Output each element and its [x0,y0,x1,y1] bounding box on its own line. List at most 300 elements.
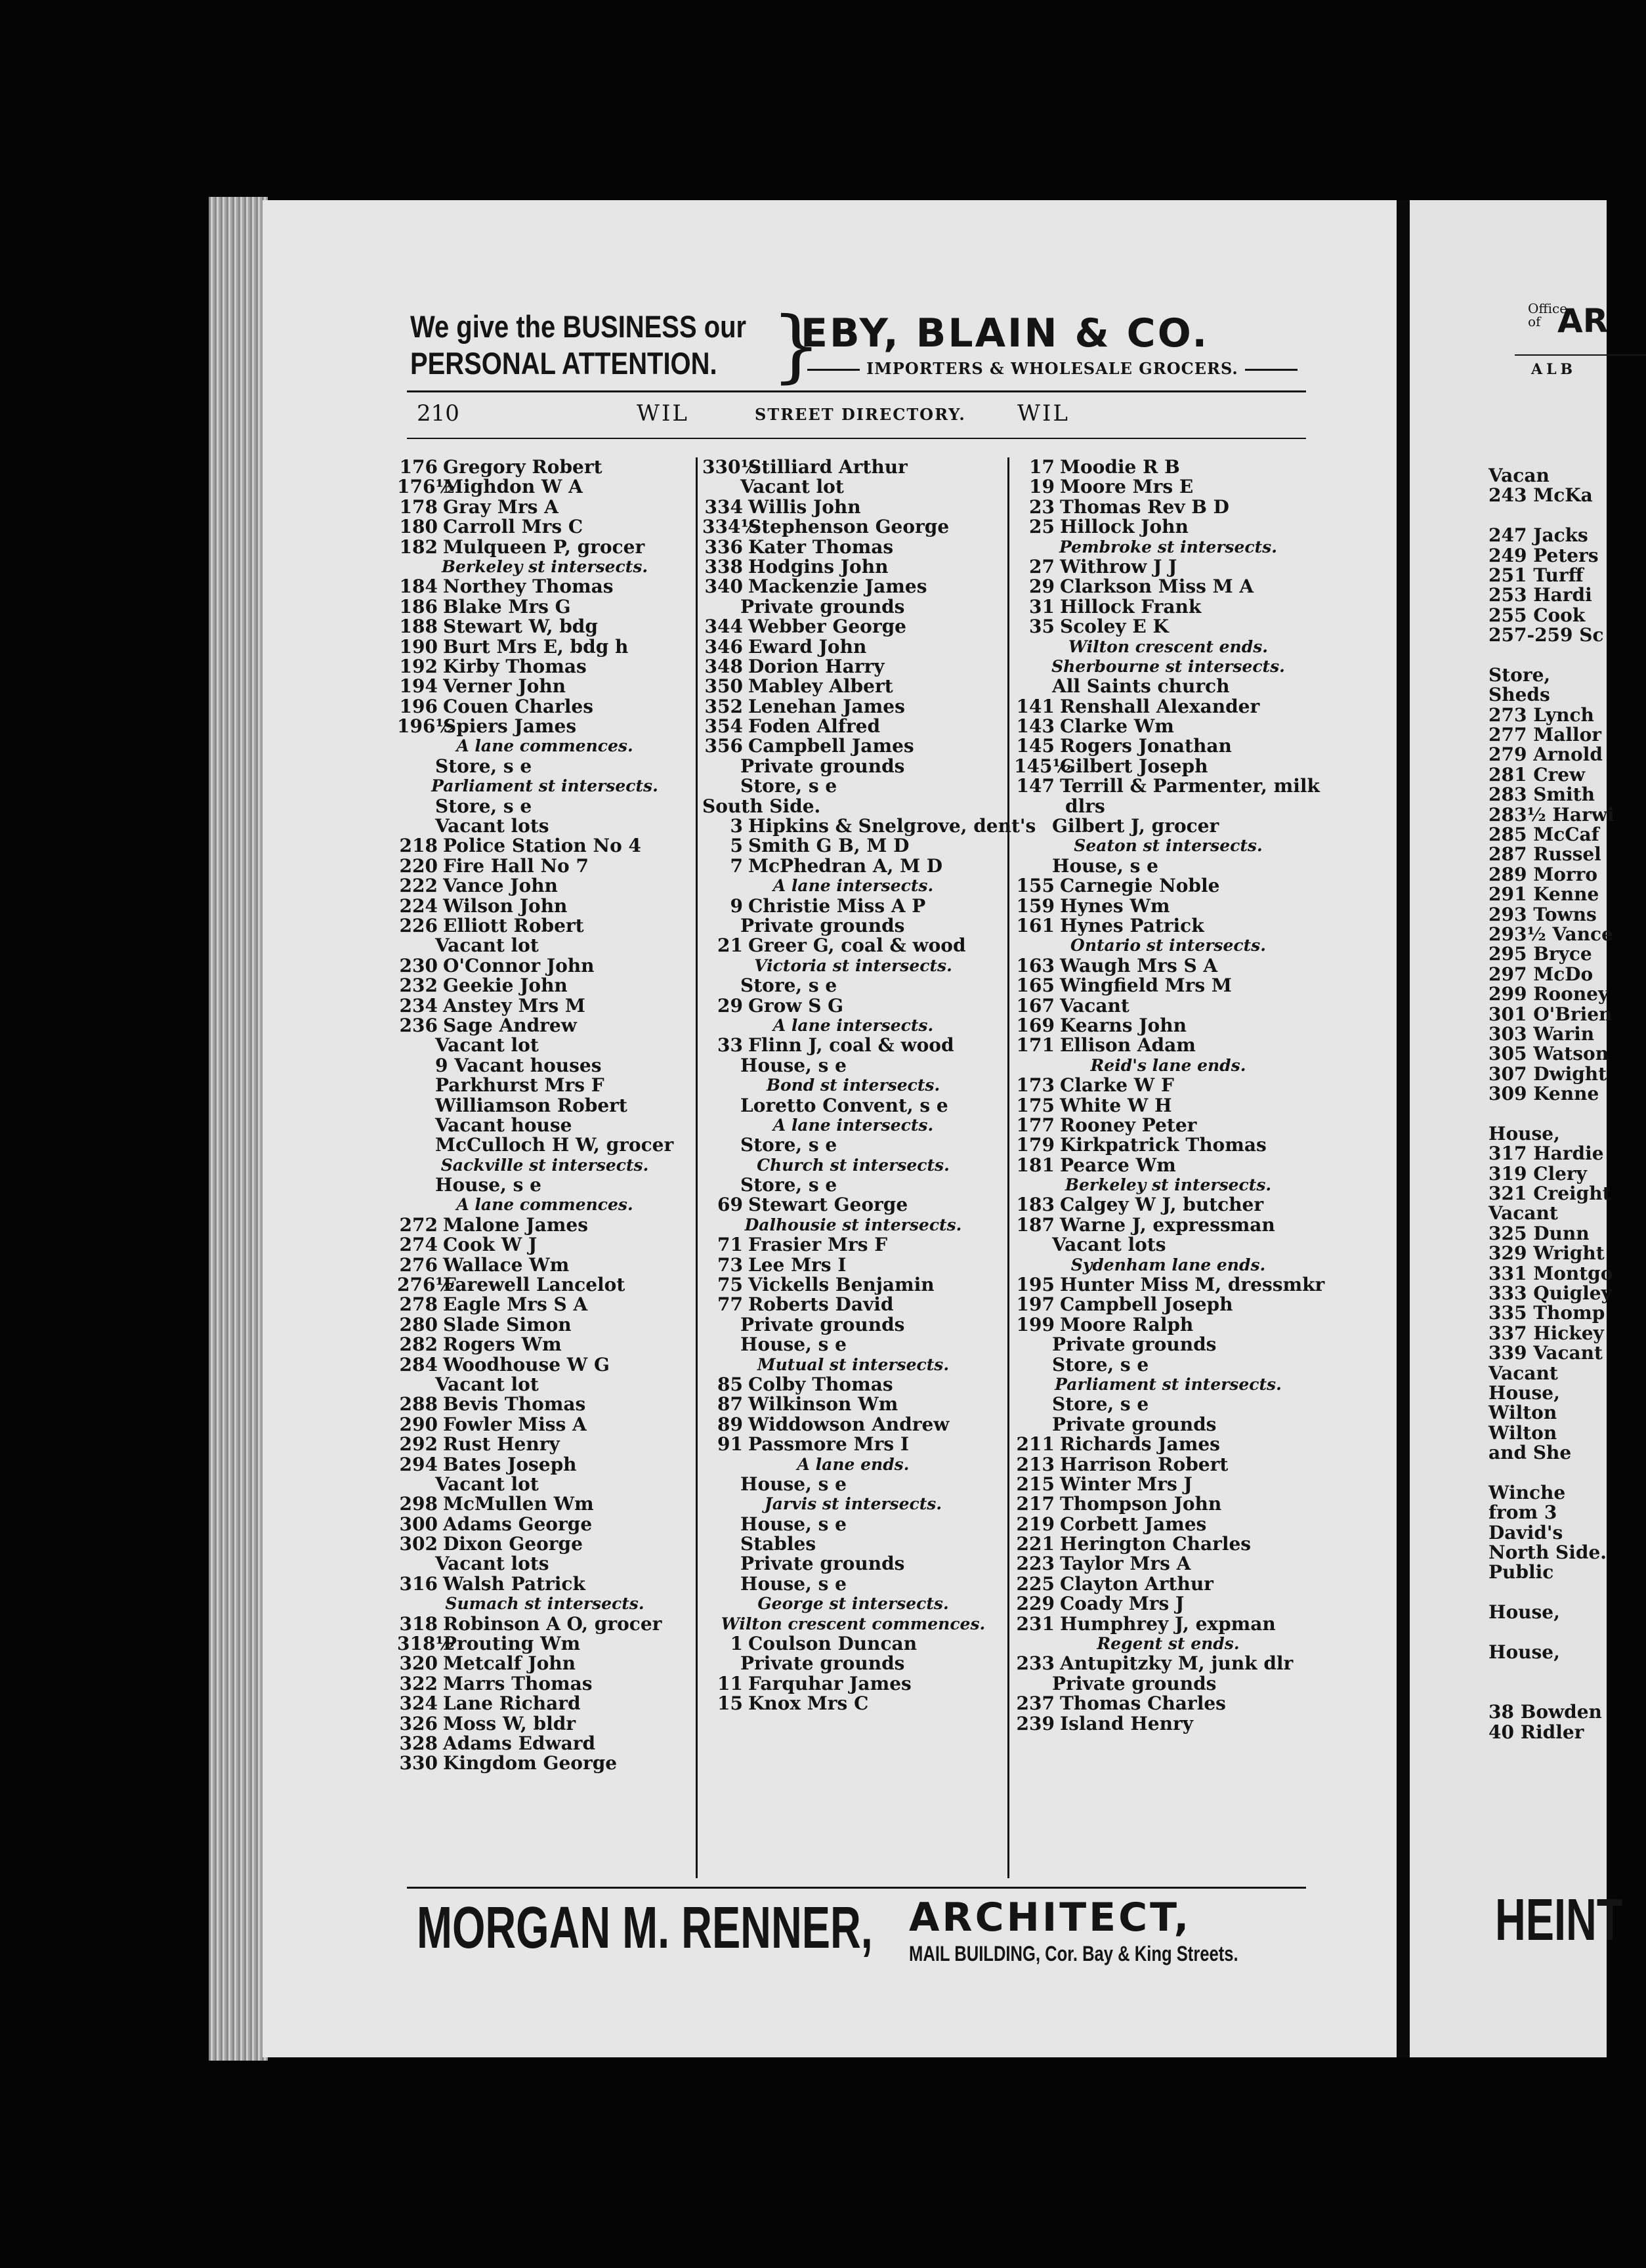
entry-text: Mabley Albert [748,675,893,698]
facing-page-subheader: ALB [1531,361,1577,378]
entry-text: Stephenson George [748,516,950,538]
entry-text: Elliott Robert [443,914,584,936]
directory-entry [702,856,1004,876]
entry-text: Grow S G [748,994,844,1017]
entry-text: Vacant lot [435,1034,539,1057]
column-divider [696,457,698,1878]
directory-entry [702,517,1004,537]
directory-entry [702,1515,1004,1534]
directory-entry [1014,517,1322,537]
facing-page-line: 297 McDo [1488,963,1593,985]
entry-text: House, s e [740,1473,847,1495]
cross-street-note [702,956,1004,976]
entry-text: Knox Mrs C [748,1692,869,1715]
facing-page-line: and She [1488,1442,1572,1464]
entry-text: Greer G, coal & wood [748,934,966,957]
house-number: 229 [1016,1593,1055,1615]
entry-text: Campbell James [748,735,914,757]
cross-street-note [397,557,692,577]
entry-text: A lane commences. [456,1195,633,1215]
entry-text: Store, s e [740,1134,837,1156]
directory-entry [1014,996,1322,1016]
directory-entry [1014,736,1322,756]
entry-text: Robinson A O, grocer [443,1612,662,1635]
directory-entry [702,1415,1004,1435]
facing-page [1410,200,1623,2057]
facing-page-line: 303 Warin [1488,1022,1595,1045]
directory-entry [1014,577,1322,597]
entry-text: Regent st ends. [1097,1634,1240,1654]
house-number: 183 [1016,1194,1055,1216]
entry-text: Wilton crescent ends. [1068,637,1268,656]
house-number: 9 [730,894,743,917]
directory-entry [397,1714,692,1734]
house-number: 334½ [702,516,760,538]
house-number: 356 [704,735,743,757]
directory-entry [702,776,1004,796]
house-number: 234 [399,994,438,1017]
book-page-edges [209,197,268,2061]
entry-text: Slade Simon [443,1313,572,1335]
entry-text: Vacant lot [435,1373,539,1395]
facing-page-line: House, [1488,1601,1560,1624]
directory-entry [397,1534,692,1554]
entry-text: Bond st intersects. [766,1076,940,1095]
entry-text: Northey Thomas [443,576,614,598]
facing-page-line: 325 Dunn [1488,1222,1590,1244]
directory-entry [1014,477,1322,497]
entry-text: Store, s e [435,795,532,817]
house-number: 35 [1029,616,1055,638]
directory-entry [397,1694,692,1713]
directory-entry [1014,1315,1322,1335]
entry-text: Sumach st intersects. [445,1594,644,1614]
entry-text: Widdowson Andrew [748,1413,950,1435]
directory-entry [702,1275,1004,1295]
directory-entry [702,815,1036,837]
entry-text: Hipkins & Snelgrove, dent's [748,815,1036,837]
directory-entry [397,1654,692,1673]
facing-page-line: David's [1488,1521,1563,1544]
house-number: 274 [399,1234,438,1256]
header-brace: } [771,301,822,392]
entry-text: Couen Charles [443,695,593,717]
directory-entry [702,1335,1004,1354]
entry-text: Fowler Miss A [443,1413,587,1435]
directory-entry [702,936,1004,956]
facing-page-line: 257-259 Sc [1488,624,1604,646]
house-number: 71 [717,1234,743,1256]
entry-text: 9 Vacant houses [435,1054,602,1076]
directory-entry [1014,916,1322,936]
entry-text: Gregory Robert [443,456,602,478]
directory-entry [1014,1515,1322,1534]
entry-text: Moore Mrs E [1060,476,1194,498]
house-number: 302 [399,1533,438,1555]
directory-entry [1014,1475,1322,1494]
house-number: 145 [1016,735,1055,757]
entry-text: Wilkinson Wm [748,1393,898,1416]
directory-entry [702,1036,1004,1055]
column-divider [1007,457,1009,1878]
entry-text: Police Station No 4 [443,835,642,857]
entry-text: Geekie John [443,975,568,997]
entry-text: Foden Alfred [748,715,881,738]
entry-text: Pearce Wm [1060,1154,1176,1176]
firm-name: EBY, BLAIN & CO. [801,310,1210,356]
cross-street-note [702,1016,1004,1036]
entry-text: Hynes Patrick [1060,914,1204,936]
directory-entry [1014,776,1322,796]
directory-entry [1014,1674,1322,1694]
house-number: 171 [1016,1034,1055,1057]
facing-page-line: 319 Clery [1488,1162,1587,1185]
entry-text: Thompson John [1060,1493,1222,1515]
directory-entry [397,797,692,816]
directory-entry [1014,1554,1322,1574]
entry-text: Woodhouse W G [443,1353,610,1376]
house-number: 159 [1016,894,1055,917]
entry-text: Hillock John [1060,516,1189,538]
facing-page-line: 281 Crew [1488,763,1586,786]
house-number: 354 [704,715,743,738]
facing-page-header: AR [1557,302,1609,340]
cross-street-note [1014,1375,1322,1395]
house-number: 143 [1016,715,1055,738]
entry-text: Private grounds [740,914,905,936]
directory-entry [397,876,692,896]
directory-entry [702,537,1004,557]
directory-entry [397,1375,692,1395]
house-number: 236 [399,1014,438,1036]
house-number: 179 [1016,1134,1055,1156]
house-number: 196½ [397,715,455,738]
facing-page-line: 307 Dwight [1488,1062,1607,1085]
house-number: 338 [704,555,743,578]
directory-entry [702,1195,1004,1215]
entry-text: South Side. [702,795,821,817]
directory-entry [1014,497,1322,517]
house-number: 220 [399,854,438,877]
facing-page-line: 273 Lynch [1488,704,1594,726]
entry-text: Eward John [748,635,867,658]
house-number: 180 [399,516,438,538]
house-number: 187 [1016,1213,1055,1236]
directory-entry [702,677,1004,696]
facing-page-line: 38 Bowden [1488,1701,1602,1723]
house-number: 226 [399,914,438,936]
directory-entry [702,1056,1004,1076]
running-head-title: STREET DIRECTORY. [755,405,966,424]
entry-text: Withrow J J [1060,555,1177,578]
directory-entry [1014,1096,1322,1116]
house-number: 77 [717,1293,743,1316]
facing-page-line [1488,1662,1614,1682]
directory-entry [1014,956,1322,976]
house-number: 300 [399,1513,438,1535]
entry-text: Private grounds [740,595,905,618]
house-number: 225 [1016,1572,1055,1595]
directory-entry [702,757,1004,776]
directory-entry [1014,1135,1322,1155]
entry-text: Thomas Charles [1060,1692,1226,1715]
directory-entry [397,597,692,617]
entry-text: Willis John [748,495,861,518]
entry-text: Parliament st intersects. [1055,1374,1282,1394]
house-number: 348 [704,655,743,677]
entry-text: Thomas Rev B D [1060,495,1229,518]
facing-page-line: 289 Morro [1488,863,1598,885]
facing-page-office-label: Office of [1528,301,1568,329]
house-number: 3 [730,815,743,837]
entry-text: Kingdom George [443,1752,618,1774]
entry-text: Berkeley st intersects. [441,556,648,576]
directory-entry [397,1415,692,1435]
house-number: 161 [1016,914,1055,936]
running-head-right: WIL [1017,400,1070,427]
directory-entry [397,936,692,956]
directory-entry [397,1255,692,1275]
directory-entry [702,1475,1004,1494]
page-number: 210 [417,400,459,427]
entry-text: Church st intersects. [757,1155,950,1175]
entry-text: Williamson Robert [435,1094,627,1116]
entry-text: Coulson Duncan [748,1633,918,1655]
directory-entry [1014,457,1322,477]
facing-page-line: North Side. [1488,1542,1607,1564]
cross-street-note [702,1156,1004,1175]
directory-entry [702,1534,1004,1554]
directory-entry [397,836,692,856]
facing-page-line: 333 Quigley [1488,1282,1612,1305]
facing-page-line: 243 McKa [1488,484,1593,507]
running-head-left: WIL [637,400,689,427]
entry-text: Store, s e [740,975,837,997]
directory-entry [1014,1235,1322,1255]
house-number: 340 [704,576,743,598]
entry-text: McCulloch H W, grocer [435,1134,674,1156]
directory-entry [397,1754,692,1773]
house-number: 175 [1016,1094,1055,1116]
directory-entry [397,1494,692,1514]
entry-text: Private grounds [740,1313,905,1335]
directory-entry [397,1515,692,1534]
directory-entry [1014,1574,1322,1594]
house-number: 182 [399,536,438,558]
directory-entry [397,916,692,936]
house-number: 173 [1016,1074,1055,1097]
directory-entry [397,577,692,597]
directory-entry [1014,976,1322,996]
house-number: 215 [1016,1473,1055,1495]
entry-text: Gilbert J, grocer [1052,815,1219,837]
house-number: 163 [1016,954,1055,976]
entry-text: Lee Mrs I [748,1253,847,1276]
directory-entry [397,717,692,736]
facing-page-line: 253 Hardi [1488,584,1592,606]
entry-text: House, s e [435,1174,541,1196]
entry-text: Gilbert Joseph [1060,755,1208,777]
house-number: 85 [717,1373,743,1395]
house-number: 350 [704,675,743,698]
directory-entry [1014,1156,1322,1175]
house-number: 29 [717,994,743,1017]
house-number: 167 [1016,994,1055,1017]
directory-entry [702,457,1004,477]
entry-text: Victoria st intersects. [754,956,952,975]
entry-text: Webber George [748,616,906,638]
directory-entry [397,816,692,836]
directory-entry [702,1694,1004,1713]
entry-text: Richards James [1060,1433,1220,1456]
entry-text: McMullen Wm [443,1493,594,1515]
directory-entry [702,1096,1004,1116]
entry-text: Eagle Mrs S A [443,1293,588,1316]
house-number: 155 [1016,875,1055,897]
facing-page-line: 339 Vacant [1488,1342,1603,1364]
cross-street-note [702,1076,1004,1095]
directory-entry [397,477,692,497]
entry-text: Seaton st intersects. [1074,836,1263,856]
directory-entry [397,896,692,916]
entry-text: McPhedran A, M D [748,854,943,877]
facing-page-line: 329 Wright [1488,1242,1605,1265]
house-number: 346 [704,635,743,658]
header-slogan [410,308,805,382]
directory-entry [702,976,1004,996]
entry-text: Store, s e [740,775,837,797]
entry-text: House, s e [740,1513,847,1535]
facing-page-entries [1488,466,1614,1742]
directory-entry [702,1235,1004,1255]
entry-text: Island Henry [1060,1712,1193,1734]
house-number: 294 [399,1453,438,1475]
cross-street-note [702,1455,1004,1475]
facing-page-line: Store, [1488,663,1551,686]
directory-entry [397,976,692,996]
entry-text: Cook W J [443,1234,538,1256]
directory-entry [702,1255,1004,1275]
house-number: 324 [399,1692,438,1715]
directory-entry [397,1574,692,1594]
directory-entry [1014,1016,1322,1036]
entry-text: Harrison Robert [1060,1453,1229,1475]
footer-advertiser-address: MAIL BUILDING, Cor. Bay & King Streets. [909,1942,1238,1965]
directory-entry [397,517,692,537]
footer-advert [417,1895,1238,1965]
entry-text: Humphrey J, expman [1060,1612,1276,1635]
facing-page-line: 309 Kenne [1488,1083,1599,1105]
entry-text: Kirkpatrick Thomas [1060,1134,1267,1156]
entry-text: Waugh Mrs S A [1060,954,1218,976]
facing-page-line: 255 Cook [1488,604,1586,626]
directory-entry [397,1674,692,1694]
cross-street-note [702,1494,1004,1514]
cross-street-note [1014,537,1322,557]
directory-column-3 [1014,456,1325,1734]
facing-page-line: Public [1488,1561,1554,1584]
entry-text: Jarvis st intersects. [764,1494,942,1514]
house-number: 336 [704,536,743,558]
entry-text: Private grounds [1052,1672,1217,1694]
entry-text: Sackville st intersects. [440,1155,649,1175]
house-number: 218 [399,835,438,857]
house-number: 233 [1016,1652,1055,1675]
entry-text: Scoley E K [1060,616,1169,638]
facing-page-line: Vacan [1488,465,1550,486]
facing-page-line: Vacant [1488,1202,1558,1225]
cross-street-note [1014,836,1322,856]
entry-text: Berkeley st intersects. [1065,1175,1272,1195]
entry-text: Christie Miss A P [748,894,926,917]
directory-entry [1014,617,1322,637]
facing-page-line: Winche [1488,1481,1566,1503]
house-number: 223 [1016,1553,1055,1575]
facing-page-line: from 3 [1488,1502,1557,1524]
entry-text: Vance John [443,875,558,897]
house-number: 330 [399,1752,438,1774]
entry-text: O'Connor John [443,954,595,976]
house-number: 239 [1016,1712,1055,1734]
facing-page-line: 299 Rooney [1488,983,1609,1005]
facing-page-line [1488,1683,1614,1702]
house-number: 75 [717,1274,743,1296]
entry-text: A lane ends. [797,1454,910,1474]
directory-entry [702,736,1004,756]
entry-text: Kater Thomas [748,536,894,558]
directory-entry [1014,1455,1322,1475]
entry-text: Store, s e [435,755,532,777]
house-number: 23 [1029,495,1055,518]
house-number: 178 [399,495,438,518]
entry-text: Campbell Joseph [1060,1293,1233,1316]
directory-entry [702,657,1004,677]
entry-text: Vacant lots [435,1553,549,1575]
footer-advertiser-name: MORGAN M. RENNER, [417,1895,873,1961]
entry-text: Parliament st intersects. [431,776,658,796]
house-number: 192 [399,655,438,677]
entry-text: Farewell Lancelot [443,1274,625,1296]
directory-entry [1014,1395,1322,1414]
facing-page-line: 293½ Vance [1488,923,1613,945]
facing-page-line: 279 Arnold [1488,744,1603,766]
facing-page-line: 287 Russel [1488,843,1601,866]
directory-entry [1014,677,1322,696]
directory-entry [1014,1215,1322,1235]
entry-text: Lenehan James [748,695,905,717]
entry-text: Hunter Miss M, dressmkr [1060,1274,1325,1296]
directory-entry [1014,1534,1322,1554]
entry-text: Mutual st intersects. [757,1354,950,1374]
entry-text: Hynes Wm [1060,894,1170,917]
directory-entry [397,457,692,477]
house-number: 330½ [702,456,760,478]
entry-text: Gray Mrs A [443,495,559,518]
entry-text: Parkhurst Mrs F [435,1074,604,1097]
directory-entry [702,597,1004,617]
directory-entry [702,1554,1004,1574]
entry-text: Taylor Mrs A [1060,1553,1191,1575]
header-slogan-line2: PERSONAL ATTENTION. [410,346,717,381]
entry-text: Hodgins John [748,555,889,578]
directory-entry [397,677,692,696]
directory-entry [397,1734,692,1754]
cross-street-note [1014,936,1322,956]
house-number: 11 [717,1672,743,1694]
house-number: 17 [1029,456,1055,478]
directory-entry [702,836,1004,856]
entry-text: Sage Andrew [443,1014,577,1036]
